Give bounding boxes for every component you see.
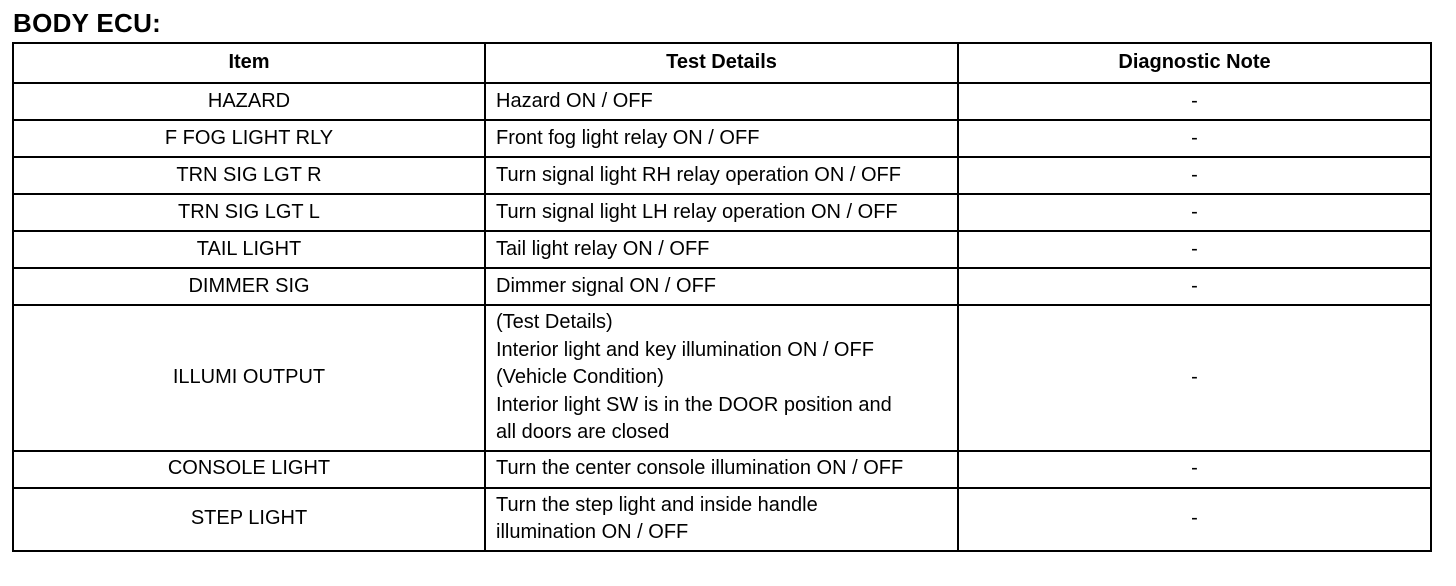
detail-line: (Vehicle Condition) — [496, 366, 664, 388]
table-row — [13, 488, 1431, 551]
detail-line: illumination ON / OFF — [496, 521, 689, 543]
item-cell: CONSOLE LIGHT — [13, 451, 485, 488]
test-details-cell — [485, 488, 958, 551]
test-details-cell — [485, 268, 958, 305]
item-cell: TRN SIG LGT L — [13, 194, 485, 231]
test-details-cell — [485, 305, 958, 451]
detail-line: (Test Details) — [496, 311, 613, 333]
table-row — [13, 268, 1431, 305]
diagnostic-note-cell: - — [958, 194, 1431, 231]
detail-line: Front fog light relay ON / OFF — [496, 126, 760, 149]
table-header-row — [13, 43, 1431, 83]
detail-line: Interior light SW is in the DOOR position and — [496, 393, 892, 416]
table-row — [13, 157, 1431, 194]
table-body — [13, 83, 1431, 551]
item-cell: HAZARD — [13, 83, 485, 120]
item-cell: TAIL LIGHT — [13, 231, 485, 268]
diagnostic-note-cell: - — [958, 305, 1431, 451]
table-row — [13, 231, 1431, 268]
table-row — [13, 83, 1431, 120]
diagnostic-note-cell: - — [958, 83, 1431, 120]
detail-line: Interior light and key illumination ON / OFF — [496, 338, 874, 361]
item-cell: TRN SIG LGT R — [13, 157, 485, 194]
diagnostic-note-cell: - — [958, 451, 1431, 488]
diagnostic-note-cell: - — [958, 120, 1431, 157]
table-row — [13, 305, 1431, 451]
diagnostic-note-cell: - — [958, 231, 1431, 268]
item-cell: STEP LIGHT — [13, 488, 485, 551]
test-details-cell — [485, 157, 958, 194]
detail-line: Hazard ON / OFF — [496, 89, 653, 112]
detail-line: Turn the step light and inside handle — [496, 493, 818, 516]
table-row — [13, 451, 1431, 488]
page-title: BODY ECU: — [13, 8, 162, 38]
detail-line: Tail light relay ON / OFF — [496, 237, 710, 260]
item-cell: ILLUMI OUTPUT — [13, 305, 485, 451]
diagnostic-note-cell: - — [958, 268, 1431, 305]
test-details-cell — [485, 120, 958, 157]
detail-line: Turn signal light RH relay operation ON / OFF — [496, 163, 901, 186]
detail-line: Turn the center console illumination ON / OFF — [496, 457, 904, 480]
diagnostic-note-cell: - — [958, 157, 1431, 194]
column-header-item: Item — [13, 43, 485, 83]
column-header-diagnostic-note: Diagnostic Note — [958, 43, 1431, 83]
diagnostic-note-cell: - — [958, 488, 1431, 551]
test-details-cell — [485, 194, 958, 231]
item-cell: F FOG LIGHT RLY — [13, 120, 485, 157]
table-row — [13, 120, 1431, 157]
test-details-cell — [485, 231, 958, 268]
table-row — [13, 194, 1431, 231]
body-ecu-table — [12, 42, 1432, 552]
detail-line: Turn signal light LH relay operation ON / OFF — [496, 200, 898, 223]
detail-line: Dimmer signal ON / OFF — [496, 274, 717, 297]
test-details-cell — [485, 451, 958, 488]
column-header-test-details: Test Details — [485, 43, 958, 83]
detail-line: all doors are closed — [496, 421, 670, 443]
item-cell: DIMMER SIG — [13, 268, 485, 305]
test-details-cell — [485, 83, 958, 120]
